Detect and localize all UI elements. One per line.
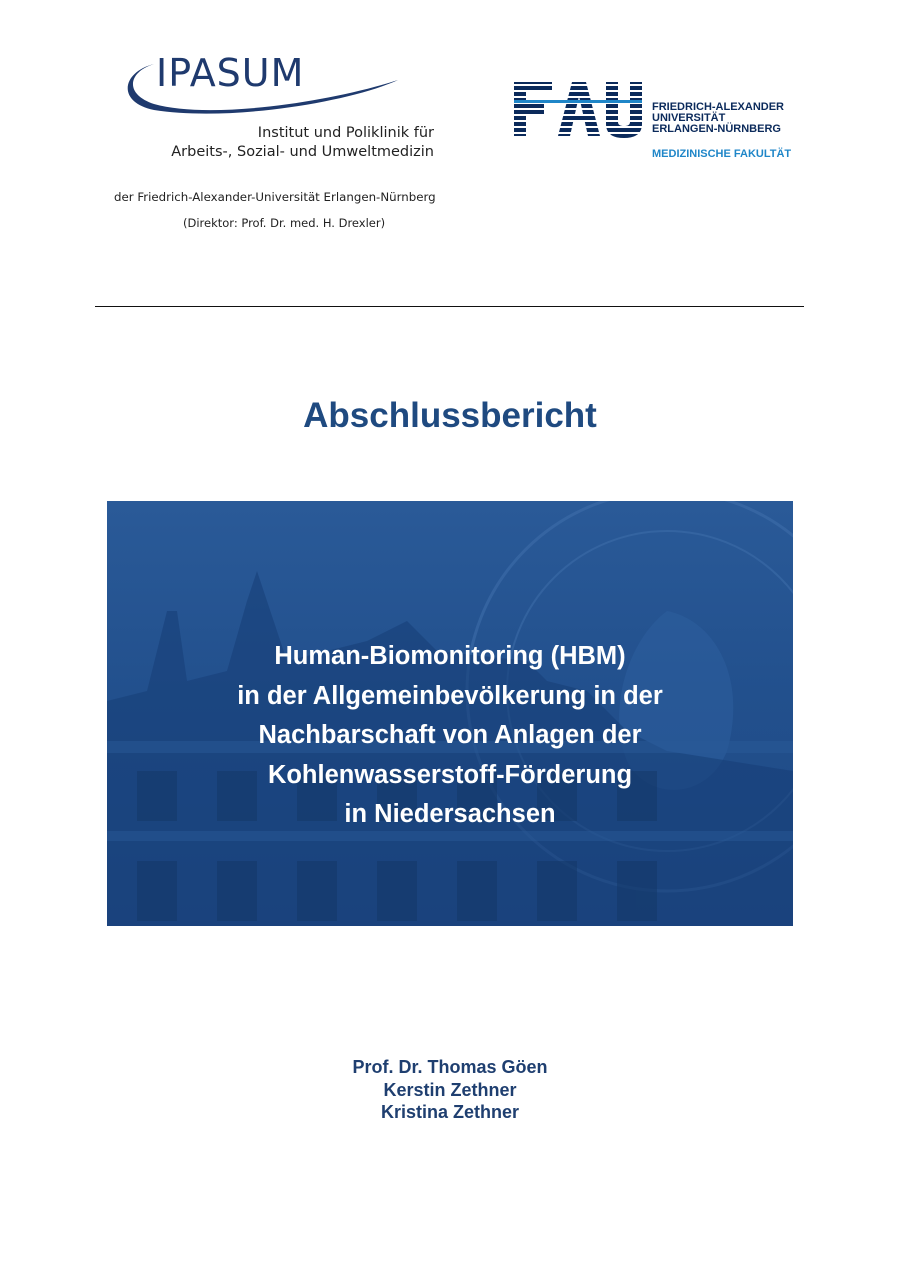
author-name: Kristina Zethner xyxy=(380,1102,520,1122)
document-title: Abschlussbericht xyxy=(303,396,597,435)
fau-name-line3: ERLANGEN-NÜRNBERG xyxy=(652,123,781,135)
university-line: der Friedrich-Alexander-Universität Erlangen-Nürnberg xyxy=(114,190,436,204)
banner-title-line: in Niedersachsen xyxy=(344,800,556,828)
header-divider xyxy=(95,306,804,307)
ipasum-logo-text: IPASUM xyxy=(156,51,305,95)
banner-title xyxy=(107,637,793,835)
banner-title-line: Kohlenwasserstoff-Förderung xyxy=(267,760,633,789)
ipasum-logo xyxy=(120,50,450,130)
fau-logo-mark-icon xyxy=(514,80,644,140)
institute-name-line1: Institut und Poliklinik für xyxy=(257,125,434,141)
banner-title-line: in der Allgemeinbevölkerung in der xyxy=(237,681,663,710)
fau-faculty: MEDIZINISCHE FAKULTÄT xyxy=(652,148,792,160)
fau-logo xyxy=(514,80,814,160)
author-name: Prof. Dr. Thomas Göen xyxy=(352,1057,548,1077)
institute-name-line2: Arbeits-, Sozial- und Umweltmedizin xyxy=(171,144,434,160)
director-line: (Direktor: Prof. Dr. med. H. Drexler) xyxy=(183,216,386,230)
author-name: Kerstin Zethner xyxy=(383,1079,517,1100)
banner-title-line: Human-Biomonitoring (HBM) xyxy=(274,642,626,670)
fau-name-line1: FRIEDRICH-ALEXANDER xyxy=(652,101,784,113)
title-banner xyxy=(107,501,793,926)
fau-name-line2: UNIVERSITÄT xyxy=(652,112,726,124)
author-list xyxy=(0,1056,900,1124)
banner-title-line: Nachbarschaft von Anlagen der xyxy=(258,721,642,749)
